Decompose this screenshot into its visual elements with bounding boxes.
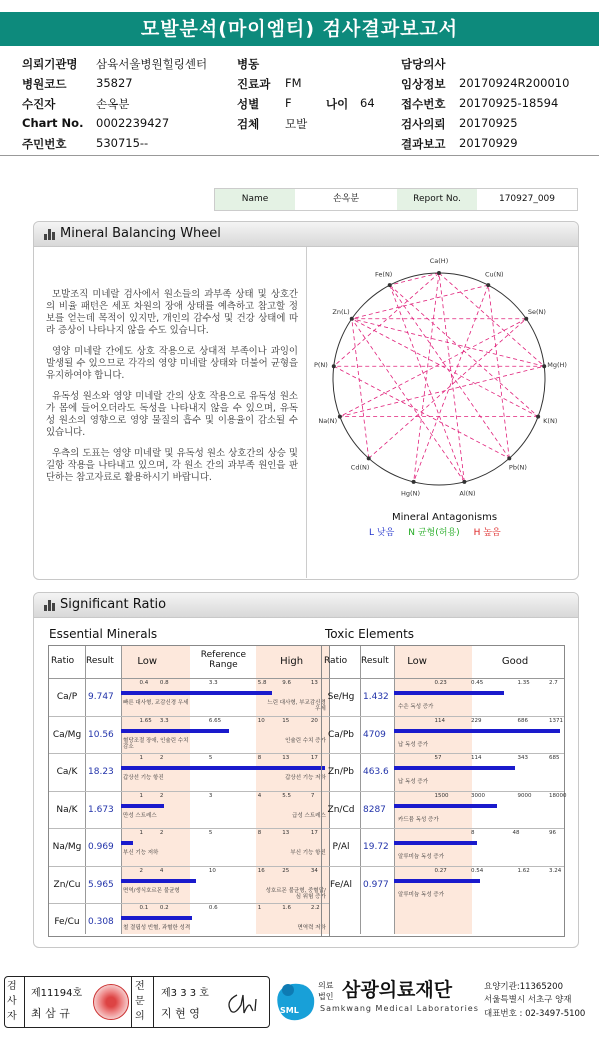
wheel-label: K(N) xyxy=(543,416,558,425)
tick-label: 13 xyxy=(282,755,290,761)
header-value: 손옥분 xyxy=(96,97,130,111)
header-info xyxy=(0,50,599,150)
info-paragraph: 유독성 원소와 영양 미네랄 간의 상호 작용으로 유독성 원소가 몸에 들어오더라도 독성을 나타내지 않을 수 있으며, 유독성 원소의 영향으로 영양 물질의 흡수 및 이용율이 감소될 수 있습니다. xyxy=(46,391,298,438)
tick-label: 3.24 xyxy=(549,867,562,874)
tick-label: 1371 xyxy=(549,717,564,724)
ratio-result: 19.72 xyxy=(363,842,389,852)
inspector-seal xyxy=(93,984,129,1020)
ratio-bar xyxy=(121,916,192,920)
wheel-node xyxy=(462,480,466,484)
tick-label: 96 xyxy=(549,830,557,836)
header-label: Chart No. xyxy=(22,116,84,130)
chart-icon xyxy=(44,229,56,240)
tick-label: 1.35 xyxy=(517,680,530,686)
legend-item: N 균형(허용) xyxy=(408,528,460,538)
ratio-bar xyxy=(394,804,497,808)
wheel-label: Zn(L) xyxy=(332,307,350,316)
antagonism-line xyxy=(352,285,488,319)
tick-label: 2.7 xyxy=(549,680,558,686)
wheel-node xyxy=(388,283,392,287)
info-paragraph: 영양 미네랄 간에도 상호 작용으로 상대적 부족이나 과잉이 발생될 수 있으므로 각각의 영양 미네랄 상태와 더불어 균형을 유지하여야 합니다. xyxy=(46,346,298,381)
header-label: 의뢰기관명 xyxy=(22,57,78,71)
tick-label: 34 xyxy=(310,867,318,874)
org-name: 삼광의료재단 xyxy=(342,979,453,1001)
header-value: 삼육서울병원힐링센터 xyxy=(96,57,208,71)
col-ratio: Ratio xyxy=(324,656,348,666)
header-label: 진료과 xyxy=(237,77,271,91)
ratio-result: 0.977 xyxy=(363,879,389,890)
wheel-text-panel xyxy=(34,247,307,578)
ratio-result: 18.23 xyxy=(88,767,114,777)
ratio-name: P/Al xyxy=(332,842,350,852)
tick-label: 2 xyxy=(159,830,164,836)
tick-label: 0.2 xyxy=(159,905,169,911)
ratio-section xyxy=(33,592,579,948)
ratio-bar xyxy=(394,879,480,883)
toxic-note: 수은 독성 증가 xyxy=(398,704,434,710)
tick-label: 17 xyxy=(310,755,318,761)
col-reference: Reference Range xyxy=(200,650,247,670)
tick-label: 114 xyxy=(471,755,482,761)
wheel-node xyxy=(412,480,416,484)
name-bar xyxy=(214,188,578,211)
tick-label: 2 xyxy=(159,755,164,761)
header-label: 병원코드 xyxy=(22,77,67,91)
header-value: 20170925 xyxy=(459,116,518,130)
ratio-name: Na/Mg xyxy=(52,842,82,852)
low-note: 혈당조절 장애, 인슐린 수치 감소 xyxy=(123,737,189,750)
low-note: 갑상선 기능 항진 xyxy=(123,775,164,781)
wheel-node xyxy=(338,415,342,419)
header-label: 병동 xyxy=(237,57,260,71)
high-note: 갑상선 기능 저하 xyxy=(285,775,326,781)
header-divider xyxy=(0,155,599,156)
sml-logo xyxy=(270,976,320,1026)
ratio-bar xyxy=(394,729,560,733)
header-value: F xyxy=(285,96,292,110)
antagonism-line xyxy=(334,366,510,458)
tick-label: 16 xyxy=(257,867,265,874)
toxic-note: 카드뮴 독성 증가 xyxy=(398,816,439,823)
tick-label: 1.62 xyxy=(517,867,530,874)
antagonism-line xyxy=(390,285,538,416)
wheel-label: Pb(N) xyxy=(508,463,527,472)
wheel-label: Cu(N) xyxy=(485,270,504,279)
wheel-label: Na(N) xyxy=(318,416,338,425)
org-english-name: Samkwang Medical Laboratories xyxy=(320,1004,479,1013)
specialist-license: 제3 3 3 호 xyxy=(161,988,209,999)
toxic-table xyxy=(321,645,565,937)
tick-label: 1 xyxy=(139,792,143,799)
wheel-label: Hg(N) xyxy=(401,489,420,498)
toxic-note: 알루미늄 독성 증가 xyxy=(398,891,445,898)
high-note: 부신 기능 항진 xyxy=(290,850,326,856)
tick-label: 0.23 xyxy=(434,680,447,686)
specialist-name: 지 현 영 xyxy=(161,1007,200,1020)
toxic-note: 납 독성 증가 xyxy=(398,741,429,748)
ratio-bar xyxy=(121,766,325,770)
ratio-result: 5.965 xyxy=(88,879,114,890)
col-result: Result xyxy=(361,656,389,666)
tick-label: 5 xyxy=(208,755,213,761)
ratio-name: Fe/Cu xyxy=(54,917,80,927)
tick-label: 114 xyxy=(434,717,445,724)
tick-label: 3 xyxy=(208,792,213,799)
org-prefix: 의료법인 xyxy=(318,981,334,1001)
wheel-node xyxy=(542,364,546,368)
high-note: 느린 대사형, 부교감신경 우세 xyxy=(267,700,326,712)
name-value: 손옥분 xyxy=(332,194,360,204)
ratio-bar xyxy=(394,841,477,845)
ratio-bar xyxy=(121,691,272,695)
header-label: 주민번호 xyxy=(22,137,67,151)
antagonism-line xyxy=(340,366,544,416)
header-label: 검사의뢰 xyxy=(401,117,446,131)
tick-label: 7 xyxy=(310,792,315,799)
col-result: Result xyxy=(86,656,114,666)
wheel-node xyxy=(524,317,528,321)
tick-label: 5.5 xyxy=(282,792,292,799)
col-good: Good xyxy=(501,656,529,667)
tick-label: 229 xyxy=(471,717,482,724)
antagonism-title: Mineral Antagonisms xyxy=(392,512,498,523)
ratio-result: 10.56 xyxy=(88,729,114,740)
wheel-section xyxy=(33,221,579,580)
essential-title: Essential Minerals xyxy=(49,627,158,641)
ratio-result: 1.673 xyxy=(88,804,114,815)
tick-label: 1.6 xyxy=(282,905,292,911)
col-low: Low xyxy=(137,656,158,667)
tick-label: 0.4 xyxy=(139,680,149,686)
antagonism-line xyxy=(414,273,439,482)
tick-label: 4 xyxy=(257,792,262,799)
wheel-node xyxy=(437,271,441,275)
header-label: 결과보고 xyxy=(401,137,446,151)
antagonism-line xyxy=(414,285,489,482)
info-paragraph: 우측의 도표는 영양 미네랄 및 유독성 원소 상호간의 상승 및 길항 작용을 나타내고 있으며, 각 원소 간의 과부족 원인을 판단하는 참고자료로 활용하시기 바랍니다. xyxy=(46,448,298,483)
header-label: 성별 xyxy=(237,97,260,111)
mineral-wheel xyxy=(307,247,577,547)
tick-label: 0.54 xyxy=(471,867,484,874)
tick-label: 6.65 xyxy=(208,717,222,724)
ratio-result: 0.308 xyxy=(88,917,114,927)
ratio-name: Fe/Al xyxy=(330,879,352,890)
ratio-name: Ca/Pb xyxy=(328,729,354,740)
tick-label: 57 xyxy=(434,755,442,761)
tick-label: 0.6 xyxy=(208,905,218,911)
tick-label: 8 xyxy=(257,755,262,761)
institution-code: 요양기관:11365200 xyxy=(484,982,563,992)
ratio-section-header xyxy=(34,593,578,618)
wheel-node xyxy=(507,456,511,460)
low-note: 부신 기능 저하 xyxy=(123,850,159,856)
wheel-section-header xyxy=(34,222,578,247)
tick-label: 0.27 xyxy=(434,867,447,874)
tick-label: 1 xyxy=(139,755,143,761)
ratio-result: 9.747 xyxy=(88,692,114,702)
wheel-section-title: Mineral Balancing Wheel xyxy=(60,226,221,241)
essential-table xyxy=(48,645,330,937)
report-no-value: 170927_009 xyxy=(498,194,556,204)
tick-label: 5.8 xyxy=(257,680,267,686)
ratio-result: 0.969 xyxy=(88,842,114,852)
header-value: 20170924R200010 xyxy=(459,76,570,90)
header-value: 0002239427 xyxy=(96,116,170,130)
tick-label: 0.45 xyxy=(471,680,484,686)
wheel-label: P(N) xyxy=(313,360,328,369)
wheel-node xyxy=(486,283,490,287)
tick-label: 8 xyxy=(257,830,262,836)
ratio-result: 1.432 xyxy=(363,692,389,702)
ratio-name: Ca/Mg xyxy=(52,729,82,740)
info-paragraph: 모발조직 미네랄 검사에서 원소들의 과부족 상태 및 상호간의 비율 패턴은 세포 차원의 장애 상태를 예측하고 참고할 정보를 얻는데 목적이 있지만, 개인의 감수성 및 건강 상태에 따라 증상이 나타나지 않을 수도 있습니다. xyxy=(46,289,298,336)
toxic-note: 납 독성 증가 xyxy=(398,779,429,785)
header-value: 모발 xyxy=(285,117,308,131)
antagonism-line xyxy=(352,319,369,459)
tick-label: 343 xyxy=(517,755,528,761)
tick-label: 9.6 xyxy=(282,680,292,686)
tick-label: 2 xyxy=(139,867,143,874)
logo-text: SML xyxy=(280,1006,299,1015)
signature-box xyxy=(4,976,270,1028)
inspector-label: 검사자 xyxy=(7,981,17,1022)
tick-label: 13 xyxy=(282,830,290,836)
tick-label: 20 xyxy=(310,717,318,724)
chart-icon xyxy=(44,600,56,611)
wheel-node xyxy=(367,456,371,460)
header-label: 검체 xyxy=(237,117,260,131)
col-ratio: Ratio xyxy=(51,656,75,666)
high-note: 면역력 저하 xyxy=(297,925,326,931)
low-note: 철 결핍성 빈혈, 과혈한 성격 xyxy=(123,925,191,931)
tick-label: 10 xyxy=(257,717,265,724)
wheel-node xyxy=(350,317,354,321)
ratio-name: Zn/Pb xyxy=(327,767,355,777)
antagonism-line xyxy=(352,319,538,417)
tick-label: 8 xyxy=(471,830,475,836)
toxic-title: Toxic Elements xyxy=(325,627,415,641)
tick-label: 9000 xyxy=(517,792,532,799)
ratio-result: 8287 xyxy=(363,804,386,815)
wheel-node xyxy=(332,364,336,368)
header-value: 530715-- xyxy=(96,136,149,150)
tick-label: 3.3 xyxy=(159,717,169,724)
name-label: Name xyxy=(215,189,295,210)
low-note: 빠른 대사형, 교감신경 우세 xyxy=(123,700,189,706)
report-title: 모발분석(마이엠티) 검사결과보고서 xyxy=(0,12,599,46)
tick-label: 48 xyxy=(512,830,520,836)
ratio-bar xyxy=(121,804,164,808)
tick-label: 25 xyxy=(282,867,290,874)
col-high: High xyxy=(280,656,304,667)
wheel-label: Se(N) xyxy=(527,307,546,316)
ratio-section-title: Significant Ratio xyxy=(60,597,167,612)
high-note: 인슐린 수치 증가 xyxy=(285,737,326,744)
wheel-label: Cd(N) xyxy=(350,463,370,472)
legend-item: L 낮음 xyxy=(369,528,395,538)
wheel-label: Mg(H) xyxy=(547,360,567,369)
tick-label: 3.3 xyxy=(208,680,218,686)
wheel-legend xyxy=(369,525,515,538)
wheel-label: Ca(H) xyxy=(429,257,449,265)
high-note: 급성 스트레스 xyxy=(292,812,326,819)
high-note: 성호르몬 불균형, 중혈압/심 위험 증가 xyxy=(265,887,326,900)
antagonism-line xyxy=(352,319,544,366)
header-label: 담당의사 xyxy=(401,57,446,71)
ratio-name: Se/Hg xyxy=(327,692,355,702)
header-label: 접수번호 xyxy=(401,97,446,111)
tick-label: 0.8 xyxy=(159,680,169,686)
tick-label: 13 xyxy=(310,680,318,686)
toxic-note: 알루미늄 독성 증가 xyxy=(398,854,445,860)
tick-label: 1 xyxy=(257,905,262,911)
header-label: 임상정보 xyxy=(401,77,446,91)
ratio-bar xyxy=(121,729,229,733)
ratio-name: Ca/P xyxy=(56,692,78,702)
header-value: 20170929 xyxy=(459,136,518,150)
tick-label: 1 xyxy=(139,830,143,836)
org-phone: 대표번호 : 02-3497-5100 xyxy=(484,1009,586,1019)
org-address: 서울특별시 서초구 양재 xyxy=(484,995,572,1005)
header-label: 수진자 xyxy=(22,97,56,111)
tick-label: 18000 xyxy=(549,792,567,799)
report-no-label: Report No. xyxy=(397,189,477,210)
tick-label: 686 xyxy=(517,717,528,724)
tick-label: 5 xyxy=(208,830,213,836)
ratio-result: 4709 xyxy=(363,729,386,740)
col-low: Low xyxy=(407,656,427,667)
ratio-name: Na/K xyxy=(56,804,78,815)
ratio-bar xyxy=(394,691,504,695)
ratio-bar xyxy=(121,879,196,883)
tick-label: 10 xyxy=(208,867,216,874)
header-value: 20170925-18594 xyxy=(459,96,559,110)
inspector-name: 최 삼 규 xyxy=(31,1007,70,1020)
header-value: FM xyxy=(285,76,302,90)
tick-label: 0.1 xyxy=(139,905,149,911)
wheel-label: Fe(N) xyxy=(375,270,393,279)
wheel-label: Al(N) xyxy=(459,489,476,498)
tick-label: 3000 xyxy=(471,792,485,799)
low-note: 만성 스트레스 xyxy=(123,812,157,819)
tick-label: 2.2 xyxy=(310,905,320,911)
legend-item: H 높음 xyxy=(473,528,501,538)
low-note: 면역/생식호르몬 불균형 xyxy=(123,887,180,894)
ratio-bar xyxy=(394,766,515,770)
tick-label: 15 xyxy=(282,717,290,724)
header-value: 35827 xyxy=(96,76,133,90)
tick-label: 4 xyxy=(159,867,164,874)
tick-label: 1.65 xyxy=(139,717,152,724)
inspector-license: 제11194호 xyxy=(31,988,83,999)
age-label: 나이 xyxy=(326,97,349,111)
ratio-name: Zn/Cd xyxy=(327,804,355,815)
wheel-node xyxy=(536,415,540,419)
ratio-result: 463.6 xyxy=(363,767,389,777)
ratio-name: Zn/Cu xyxy=(53,879,81,890)
ratio-bar xyxy=(121,841,133,845)
tick-label: 1500 xyxy=(434,792,449,799)
tick-label: 2 xyxy=(159,792,164,799)
tick-label: 685 xyxy=(549,755,560,761)
tick-label: 17 xyxy=(310,830,318,836)
ratio-name: Ca/K xyxy=(56,767,78,777)
age-value: 64 xyxy=(360,96,375,110)
specialist-label: 전문의 xyxy=(135,981,145,1022)
specialist-signature xyxy=(223,987,263,1017)
